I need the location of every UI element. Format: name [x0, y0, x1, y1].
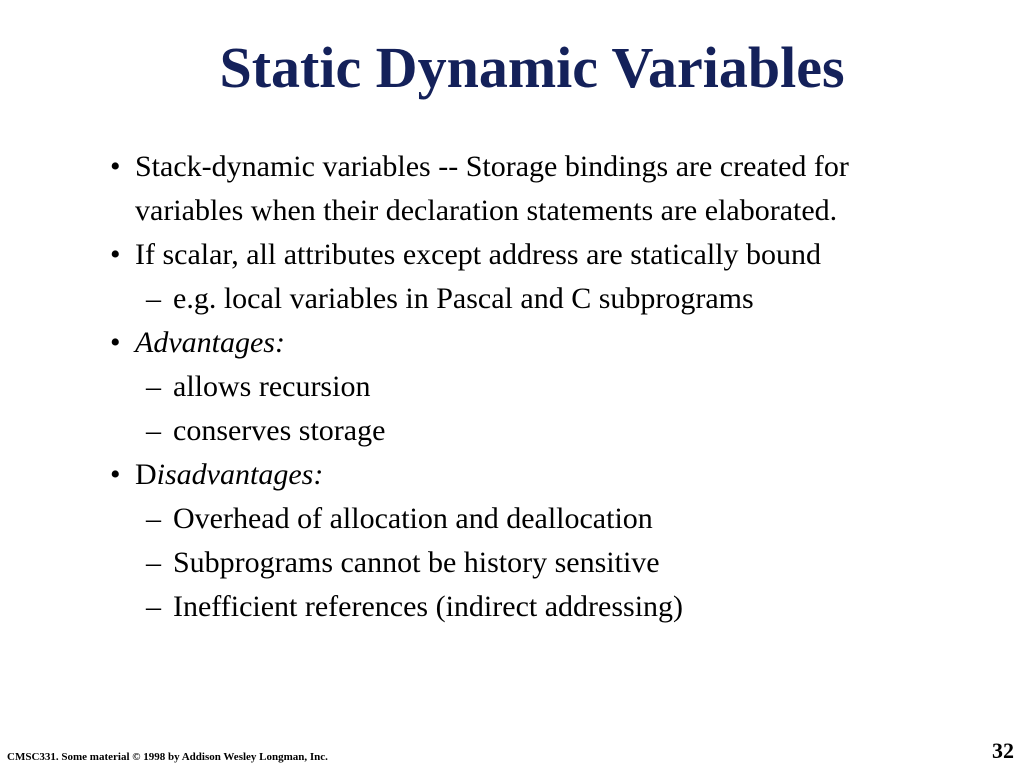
dash-marker: –	[146, 414, 161, 447]
sub-bullet-overhead	[108, 497, 988, 541]
dash-marker: –	[146, 502, 161, 535]
bullet-stack-dynamic	[108, 145, 955, 233]
slide-title: Static Dynamic Variables	[219, 35, 845, 100]
bullet-text: Subprograms cannot be history sensitive	[173, 546, 660, 579]
bullet-text: Inefficient references (indirect addressing)	[173, 590, 684, 623]
bullet-disadvantages	[108, 453, 988, 497]
bullet-marker: •	[110, 150, 121, 183]
sub-bullet-local-variables	[108, 277, 988, 321]
slide-footer: CMSC331. Some material © 1998 by Addison Wesley Longman, Inc.	[7, 751, 328, 763]
bullet-advantages	[108, 321, 988, 365]
bullet-marker: •	[110, 326, 121, 359]
dash-marker: –	[146, 282, 161, 315]
dash-marker: –	[146, 590, 161, 623]
bullet-scalar-attributes	[108, 233, 895, 277]
bullet-text: Overhead of allocation and deallocation	[173, 502, 653, 535]
sub-bullet-storage	[108, 409, 988, 453]
bullet-text: If scalar, all attributes except address are statically bound	[135, 238, 822, 271]
sub-bullet-history	[108, 541, 988, 585]
bullet-text: e.g. local variables in Pascal and C subprograms	[173, 282, 754, 315]
sub-bullet-references	[108, 585, 988, 629]
bullet-marker: •	[110, 458, 121, 491]
dash-marker: –	[146, 370, 161, 403]
bullet-text: conserves storage	[173, 414, 386, 447]
bullet-text: Stack-dynamic variables -- Storage bindings are created for variables when their declaration statements are elaborated.	[135, 150, 849, 227]
bullet-marker: •	[110, 238, 121, 271]
bullet-text-upright: D	[135, 458, 157, 491]
page-number: 32	[992, 738, 1014, 763]
dash-marker: –	[146, 546, 161, 579]
bullet-text: allows recursion	[173, 370, 371, 403]
bullet-text: Advantages:	[135, 326, 285, 359]
sub-bullet-recursion	[108, 365, 988, 409]
bullet-list	[108, 145, 988, 629]
bullet-text-italic: isadvantages:	[156, 458, 324, 491]
